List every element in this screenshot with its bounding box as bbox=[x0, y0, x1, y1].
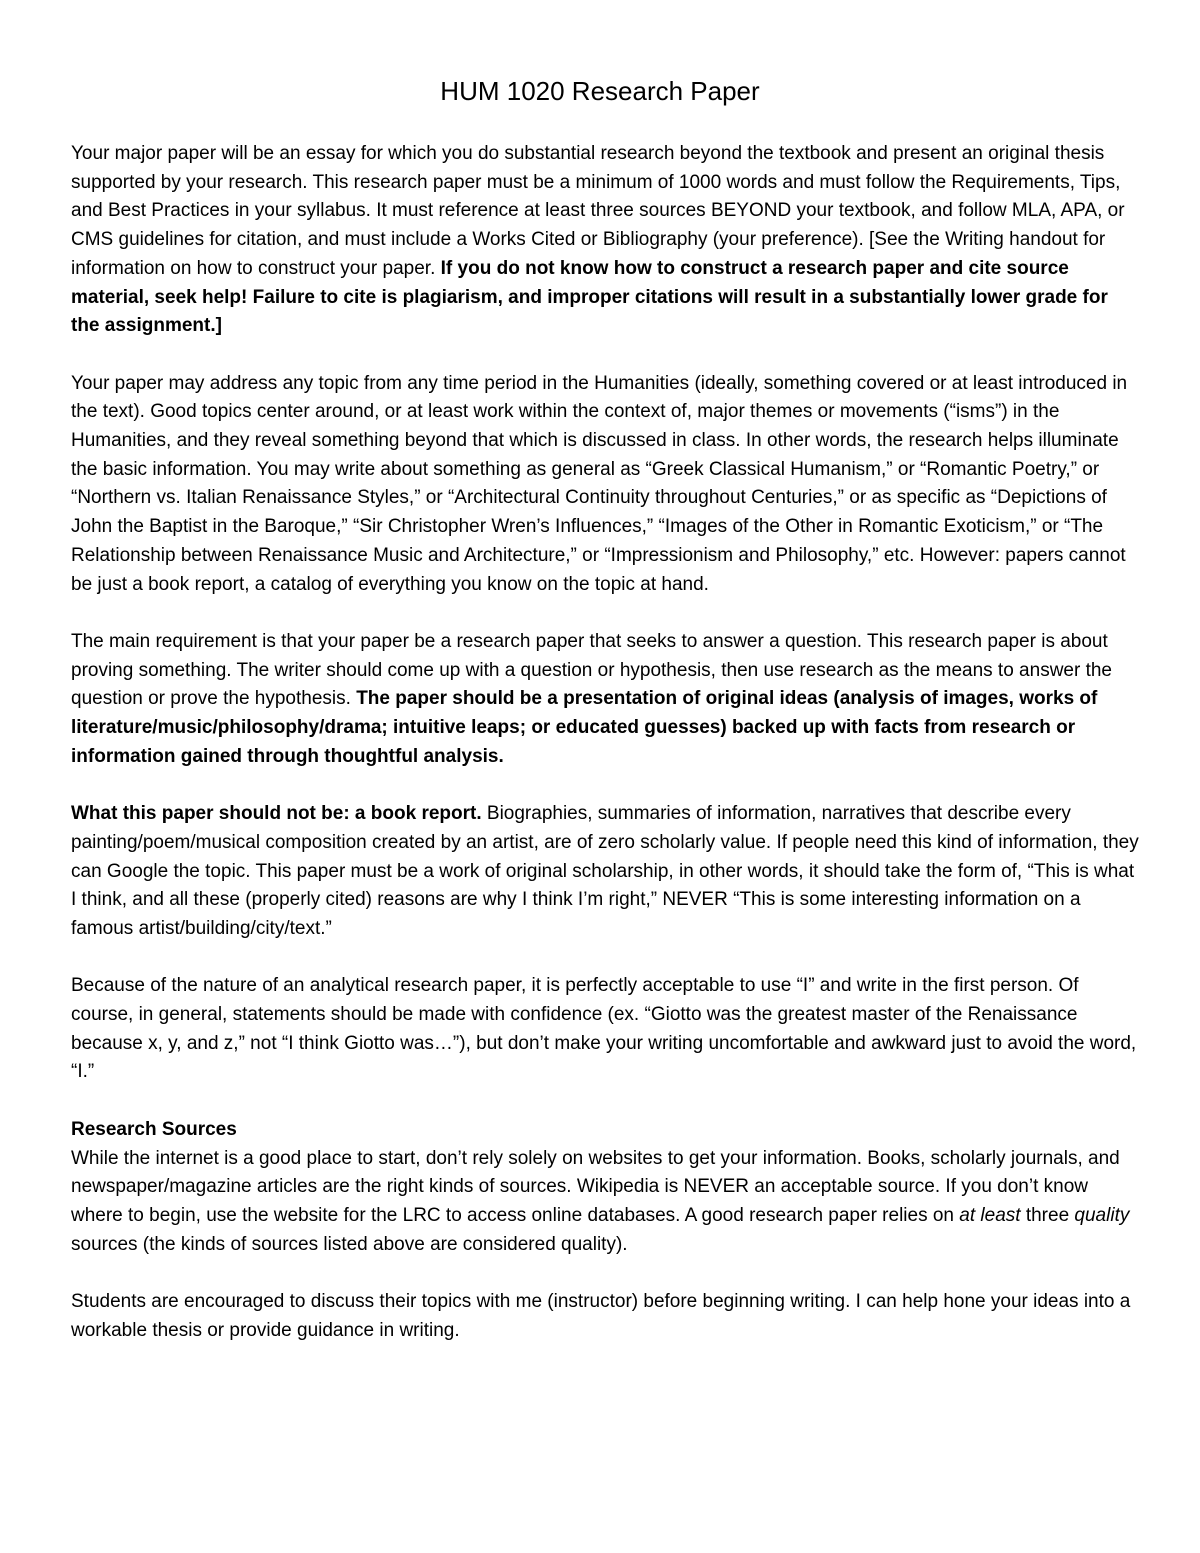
paragraph-research-sources bbox=[71, 1116, 1139, 1260]
research-sources-heading: Research Sources bbox=[71, 1118, 237, 1140]
not-book-report-lead: What this paper should not be: a book report. bbox=[71, 803, 482, 825]
sources-text-2: three bbox=[1020, 1204, 1075, 1226]
overview-text: Your major paper will be an essay for which you do substantial research beyond the textbook and present an original thesis supported by your research. This research paper must be a minimum of 1000 words and must follow the Requirements, Tips, and Best Practices in your syllabus. It must reference at least three sources BEYOND your textbook, and follow MLA, APA, or CMS guidelines for citation, and must include a Works Cited or Bibliography (your preference). [See the Writing handout for information on how to construct your paper. bbox=[71, 143, 1125, 279]
paragraph-discuss-topics: Students are encouraged to discuss their topics with me (instructor) before beginning writing. I can help hone your ideas into a workable thesis or provide guidance in writing. bbox=[71, 1291, 1131, 1341]
sources-text-3: sources (the kinds of sources listed above are considered quality). bbox=[71, 1233, 628, 1255]
page-title: HUM 1020 Research Paper bbox=[440, 76, 760, 106]
paragraph-overview bbox=[71, 140, 1139, 341]
document-body bbox=[71, 140, 1139, 1345]
not-book-report-text: Biographies, summaries of information, narratives that describe every painting/poem/musical composition created by an artist, are of zero scholarly value. If people need this kind of information, they can Google the topic. This paper must be a work of original scholarship, in other words, it should take the form of, “This is what I think, and all these (properly cited) reasons are why I think I’m right,” NEVER “This is some interesting information on a famous artist/building/city/text.” bbox=[71, 803, 1139, 939]
paragraph-first-person: Because of the nature of an analytical research paper, it is perfectly acceptable to use “I” and write in the first person. Of course, in general, statements should be made with confidence (ex. “Giotto was the greatest master of the Renaissance because x, y, and z,” not “I think Giotto was…”), but don’t make your writing uncomfortable and awkward just to avoid the word, “I.” bbox=[71, 975, 1137, 1083]
sources-text-1: While the internet is a good place to start, don’t rely solely on websites to get your information. Books, scholarly journals, and newspaper/magazine articles are the right kinds of sources. Wikipedia is NEVER an acceptable source. If you don’t know where to begin, use the website for the LRC to access online databases. A good research paper relies on bbox=[71, 1147, 1120, 1226]
paragraph-main-requirement bbox=[71, 628, 1139, 772]
paragraph-not-book-report bbox=[71, 800, 1139, 944]
requirement-text: The main requirement is that your paper be a research paper that seeks to answer a question. This research paper is about proving something. The writer should come up with a question or hypothesis, then use research as the means to answer the question or prove the hypothesis. bbox=[71, 630, 1113, 710]
sources-at-least: at least bbox=[959, 1204, 1021, 1226]
sources-quality: quality bbox=[1074, 1204, 1130, 1226]
requirement-emphasis: The paper should be a presentation of original ideas (analysis of images, works of literature/music/philosophy/drama; intuitive leaps; or educated guesses) backed up with facts from research or information gained through thoughtful analysis. bbox=[71, 688, 1098, 767]
paragraph-topics: Your paper may address any topic from any time period in the Humanities (ideally, something covered or at least introduced in the text). Good topics center around, or at least work within the context of, major themes or movements (“isms”) in the Humanities, and they reveal something beyond that which is discussed in class. In other words, the research helps illuminate the basic information. You may write about something as general as “Greek Classical Humanism,” or “Romantic Poetry,” or “Northern vs. Italian Renaissance Styles,” or “Architectural Continuity throughout Centuries,” or as specific as “Depictions of John the Baptist in the Baroque,” “Sir Christopher Wren’s Influences,” “Images of the Other in Romantic Exoticism,” or “The Relationship between Renaissance Music and Architecture,” or “Impressionism and Philosophy,” etc. However: papers cannot be just a book report, a catalog of everything you know on the topic at hand. bbox=[71, 372, 1128, 595]
overview-warning: If you do not know how to construct a research paper and cite source material, seek help! Failure to cite is plagiarism, and improper citations will result in a substantially lower grade for the assignment.] bbox=[71, 257, 1108, 337]
